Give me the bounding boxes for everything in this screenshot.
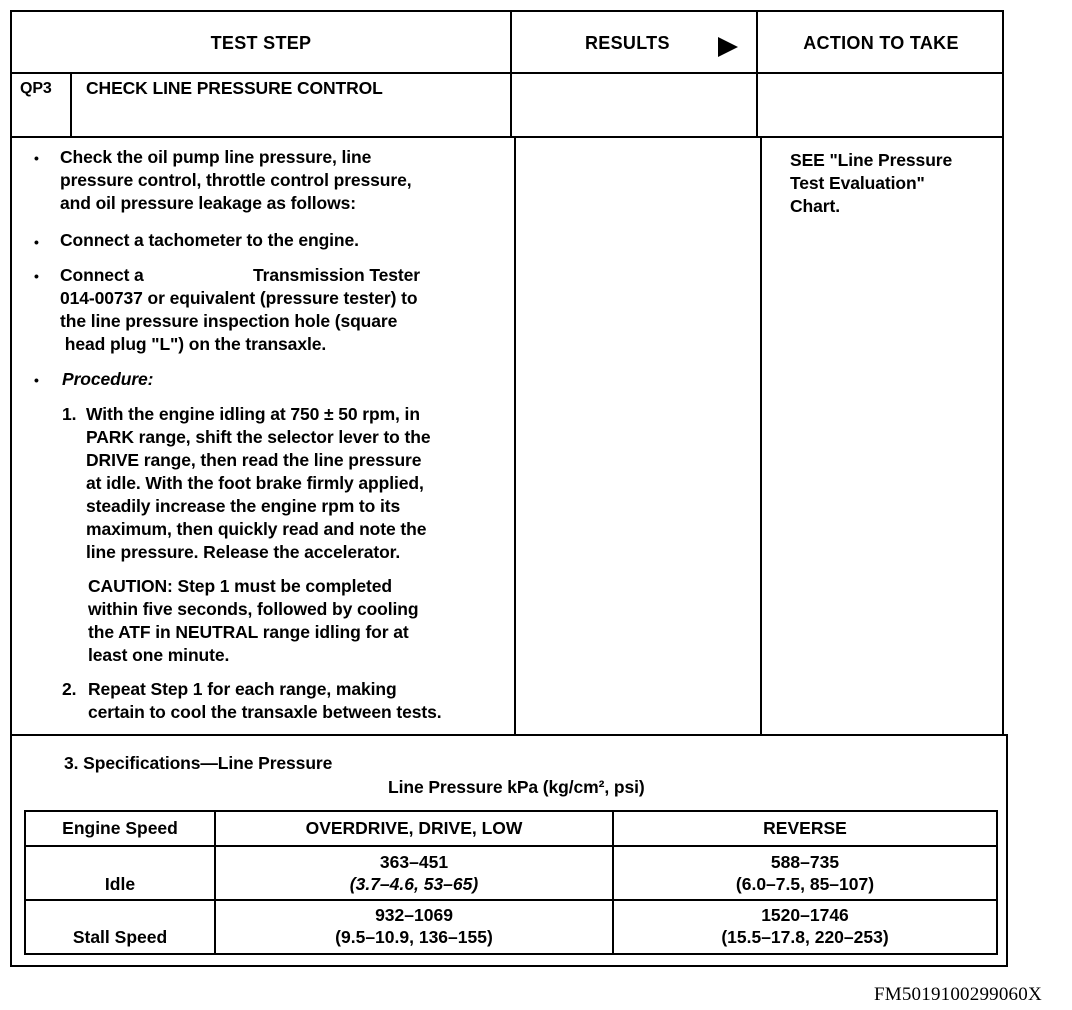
specs-subtitle: Line Pressure kPa (kg/cm², psi) <box>388 777 645 797</box>
header-action: ACTION TO TAKE <box>803 33 959 53</box>
col-divider-1-lower <box>514 136 516 736</box>
bullet3-first-left: Connect a <box>60 265 144 285</box>
caution-line1: CAUTION: Step 1 must be completed <box>88 576 392 596</box>
frame-left <box>10 10 12 967</box>
spec-idle-drive-kpa: 363–451 <box>379 852 449 872</box>
bullet-dot: • <box>34 372 39 388</box>
spec-stall-drive-alt: (9.5–10.9, 136–155) <box>335 927 493 947</box>
step1-line2: PARK range, shift the selector lever to the <box>86 427 431 447</box>
frame-right <box>1002 10 1004 736</box>
bullet-dot: • <box>34 234 39 250</box>
bullet1-line2: pressure control, throttle control pressure, <box>60 170 412 190</box>
spec-idle-drive-alt: (3.7–4.6, 53–65) <box>349 874 479 894</box>
spec-table-right <box>996 810 998 955</box>
step2-line1: Repeat Step 1 for each range, making <box>88 679 397 699</box>
results-arrow-icon <box>718 37 738 57</box>
step1-line5: steadily increase the engine rpm to its <box>86 496 401 516</box>
step2-number: 2. <box>62 679 77 699</box>
step1-line4: at idle. With the foot brake firmly applied, <box>86 473 424 493</box>
spec-row-stall-speed: Stall Speed <box>72 927 168 947</box>
caution-line3: the ATF in NEUTRAL range idling for at <box>88 622 409 642</box>
bullet-dot: • <box>34 268 39 284</box>
caution-line4: least one minute. <box>88 645 230 665</box>
step1-line3: DRIVE range, then read the line pressure <box>86 450 422 470</box>
spec-table-row-rule <box>24 899 998 901</box>
code-cell-divider <box>70 72 72 136</box>
bullet3-line2: 014-00737 or equivalent (pressure tester) to <box>60 288 418 308</box>
spec-col-reverse: REVERSE <box>763 818 847 838</box>
procedure-heading: Procedure: <box>62 369 154 389</box>
spec-idle-reverse-kpa: 588–735 <box>770 852 840 872</box>
bullet3-line3: the line pressure inspection hole (square <box>60 311 398 331</box>
step-title: CHECK LINE PRESSURE CONTROL <box>86 78 383 98</box>
step-code: QP3 <box>20 80 52 97</box>
bullet2-text: Connect a tachometer to the engine. <box>60 230 359 250</box>
bullet1-line3: and oil pressure leakage as follows: <box>60 193 356 213</box>
spec-table-top <box>24 810 998 812</box>
caution-line2: within five seconds, followed by cooling <box>88 599 419 619</box>
col-divider-2-lower <box>760 136 762 736</box>
step1-line1: With the engine idling at 750 ± 50 rpm, in <box>86 404 420 424</box>
step1-line7: line pressure. Release the accelerator. <box>86 542 401 562</box>
spec-idle-reverse-alt: (6.0–7.5, 85–107) <box>735 874 875 894</box>
step2-line2: certain to cool the transaxle between tests. <box>88 702 442 722</box>
spec-table-bottom <box>24 953 998 955</box>
bullet1-line1: Check the oil pump line pressure, line <box>60 147 372 167</box>
bullet-dot: • <box>34 150 39 166</box>
spec-stall-reverse-kpa: 1520–1746 <box>761 905 849 925</box>
action-line1: SEE "Line Pressure <box>790 150 953 170</box>
action-line2: Test Evaluation" <box>790 173 925 193</box>
spec-row-idle-speed: Idle <box>104 874 136 894</box>
specs-title: 3. Specifications—Line Pressure <box>64 753 333 773</box>
action-line3: Chart. <box>790 196 840 216</box>
title-row-bottom-rule <box>10 136 1004 138</box>
step1-number: 1. <box>62 404 77 424</box>
col-divider-2 <box>756 10 758 136</box>
bullet3-first-right: Transmission Tester <box>253 265 421 285</box>
bullet3-line4: head plug "L") on the transaxle. <box>60 334 327 354</box>
col-divider-1 <box>510 10 512 136</box>
spec-col-engine-speed: Engine Speed <box>62 818 178 838</box>
frame-top <box>10 10 1004 12</box>
step1-line6: maximum, then quickly read and note the <box>86 519 427 539</box>
figure-code: FM5019100299060X <box>874 984 1042 1005</box>
spec-stall-reverse-alt: (15.5–17.8, 220–253) <box>721 927 889 947</box>
frame-bottom <box>10 965 1008 967</box>
header-bottom-rule <box>10 72 1004 74</box>
main-bottom-rule <box>10 734 1008 736</box>
spec-stall-drive-kpa: 932–1069 <box>375 905 453 925</box>
spec-table-header-rule <box>24 845 998 847</box>
spec-col-drive: OVERDRIVE, DRIVE, LOW <box>305 818 523 838</box>
header-results: RESULTS <box>585 33 670 53</box>
frame-right-lower <box>1006 736 1008 967</box>
header-test-step: TEST STEP <box>210 33 312 53</box>
